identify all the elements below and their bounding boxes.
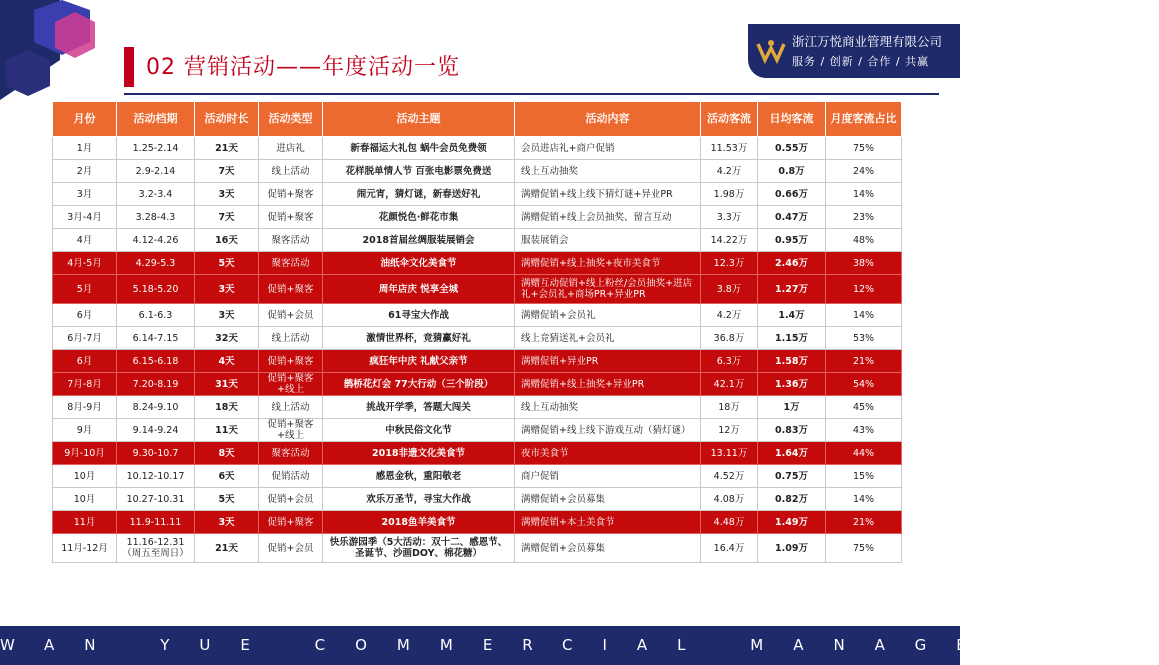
cell-period: 3.2-3.4 bbox=[117, 183, 195, 206]
cell-monthly-ratio: 38% bbox=[826, 252, 902, 275]
cell-period: 9.14-9.24 bbox=[117, 419, 195, 442]
cell-traffic: 14.22万 bbox=[701, 229, 758, 252]
cell-daily-traffic: 0.8万 bbox=[758, 160, 826, 183]
header-monthly-ratio: 月度客流占比 bbox=[826, 102, 902, 137]
cell-monthly-ratio: 45% bbox=[826, 396, 902, 419]
cell-month: 5月 bbox=[53, 275, 117, 304]
cell-daily-traffic: 1万 bbox=[758, 396, 826, 419]
cell-monthly-ratio: 14% bbox=[826, 304, 902, 327]
cell-content: 线上竞猜送礼+会员礼 bbox=[515, 327, 701, 350]
cell-monthly-ratio: 14% bbox=[826, 183, 902, 206]
cell-traffic: 4.52万 bbox=[701, 465, 758, 488]
company-logo-icon bbox=[756, 38, 786, 66]
cell-traffic: 4.48万 bbox=[701, 511, 758, 534]
cell-month: 3月-4月 bbox=[53, 206, 117, 229]
cell-monthly-ratio: 54% bbox=[826, 373, 902, 396]
cell-duration: 5天 bbox=[195, 252, 259, 275]
cell-month: 4月-5月 bbox=[53, 252, 117, 275]
cell-theme: 感恩金秋，重阳敬老 bbox=[323, 465, 515, 488]
cell-theme: 中秋民俗文化节 bbox=[323, 419, 515, 442]
cell-content: 满赠互动促销+线上粉丝/会员抽奖+进店礼+会员礼+商场PR+异业PR bbox=[515, 275, 701, 304]
cell-daily-traffic: 1.09万 bbox=[758, 534, 826, 563]
cell-duration: 21天 bbox=[195, 137, 259, 160]
cell-content: 满赠促销+本土美食节 bbox=[515, 511, 701, 534]
cell-traffic: 36.8万 bbox=[701, 327, 758, 350]
cell-month: 9月 bbox=[53, 419, 117, 442]
cell-daily-traffic: 1.49万 bbox=[758, 511, 826, 534]
cell-monthly-ratio: 24% bbox=[826, 160, 902, 183]
cell-daily-traffic: 0.82万 bbox=[758, 488, 826, 511]
cell-traffic: 3.3万 bbox=[701, 206, 758, 229]
cell-duration: 16天 bbox=[195, 229, 259, 252]
cell-traffic: 4.2万 bbox=[701, 304, 758, 327]
cell-traffic: 12.3万 bbox=[701, 252, 758, 275]
cell-duration: 32天 bbox=[195, 327, 259, 350]
cell-content: 满赠促销+线上线下游戏互动（猜灯谜） bbox=[515, 419, 701, 442]
cell-period: 4.29-5.3 bbox=[117, 252, 195, 275]
cell-month: 6月-7月 bbox=[53, 327, 117, 350]
cell-content: 满赠促销+会员募集 bbox=[515, 488, 701, 511]
cell-type: 聚客活动 bbox=[259, 229, 323, 252]
cell-duration: 31天 bbox=[195, 373, 259, 396]
cell-type: 线上活动 bbox=[259, 396, 323, 419]
cell-daily-traffic: 1.36万 bbox=[758, 373, 826, 396]
cell-content: 夜市美食节 bbox=[515, 442, 701, 465]
page-title: 02 营销活动——年度活动一览 bbox=[146, 55, 460, 80]
cell-type: 线上活动 bbox=[259, 327, 323, 350]
cell-traffic: 18万 bbox=[701, 396, 758, 419]
header-daily-traffic: 日均客流 bbox=[758, 102, 826, 137]
table-row bbox=[53, 396, 902, 419]
cell-period: 6.15-6.18 bbox=[117, 350, 195, 373]
cell-monthly-ratio: 21% bbox=[826, 350, 902, 373]
cell-period: 1.25-2.14 bbox=[117, 137, 195, 160]
cell-content: 满赠促销+会员募集 bbox=[515, 534, 701, 563]
cell-month: 3月 bbox=[53, 183, 117, 206]
table-row bbox=[53, 419, 902, 442]
header-traffic: 活动客流 bbox=[701, 102, 758, 137]
cell-daily-traffic: 1.4万 bbox=[758, 304, 826, 327]
cell-month: 8月-9月 bbox=[53, 396, 117, 419]
cell-monthly-ratio: 12% bbox=[826, 275, 902, 304]
table-row bbox=[53, 534, 902, 563]
header-duration: 活动时长 bbox=[195, 102, 259, 137]
table-header-row bbox=[53, 102, 902, 137]
table-row bbox=[53, 373, 902, 396]
footer-text: WAN YUE COMMERCIAL MANAGEMENT bbox=[0, 636, 1159, 654]
cell-month: 10月 bbox=[53, 488, 117, 511]
header-period: 活动档期 bbox=[117, 102, 195, 137]
cell-month: 6月 bbox=[53, 350, 117, 373]
cell-month: 4月 bbox=[53, 229, 117, 252]
cell-type: 促销+聚客+线上 bbox=[259, 373, 323, 396]
cell-period: 7.20-8.19 bbox=[117, 373, 195, 396]
table-row bbox=[53, 183, 902, 206]
cell-period: 5.18-5.20 bbox=[117, 275, 195, 304]
cell-theme: 快乐游园季（5大活动：双十二、感恩节、圣诞节、沙画DOY、棉花糖） bbox=[323, 534, 515, 563]
cell-daily-traffic: 0.75万 bbox=[758, 465, 826, 488]
cell-monthly-ratio: 15% bbox=[826, 465, 902, 488]
cell-daily-traffic: 1.27万 bbox=[758, 275, 826, 304]
cell-content: 满赠促销+异业PR bbox=[515, 350, 701, 373]
cell-content: 商户促销 bbox=[515, 465, 701, 488]
cell-daily-traffic: 1.64万 bbox=[758, 442, 826, 465]
cell-duration: 7天 bbox=[195, 160, 259, 183]
table-row bbox=[53, 275, 902, 304]
cell-type: 进店礼 bbox=[259, 137, 323, 160]
cell-daily-traffic: 0.55万 bbox=[758, 137, 826, 160]
cell-monthly-ratio: 75% bbox=[826, 137, 902, 160]
cell-theme: 61寻宝大作战 bbox=[323, 304, 515, 327]
cell-period: 8.24-9.10 bbox=[117, 396, 195, 419]
cell-period: 11.9-11.11 bbox=[117, 511, 195, 534]
corner-hexagon-decoration bbox=[0, 0, 130, 110]
cell-traffic: 42.1万 bbox=[701, 373, 758, 396]
cell-theme: 欢乐万圣节，寻宝大作战 bbox=[323, 488, 515, 511]
header-content: 活动内容 bbox=[515, 102, 701, 137]
header-theme: 活动主题 bbox=[323, 102, 515, 137]
cell-theme: 2018鱼羊美食节 bbox=[323, 511, 515, 534]
title-underline bbox=[124, 93, 939, 95]
cell-content: 线上互动抽奖 bbox=[515, 160, 701, 183]
cell-theme: 2018非遗文化美食节 bbox=[323, 442, 515, 465]
cell-content: 满赠促销+线上抽奖+异业PR bbox=[515, 373, 701, 396]
cell-monthly-ratio: 43% bbox=[826, 419, 902, 442]
cell-monthly-ratio: 14% bbox=[826, 488, 902, 511]
cell-theme: 闹元宵，猜灯谜，新春送好礼 bbox=[323, 183, 515, 206]
brand-badge bbox=[748, 24, 960, 78]
cell-type: 促销活动 bbox=[259, 465, 323, 488]
cell-duration: 3天 bbox=[195, 275, 259, 304]
table-row bbox=[53, 465, 902, 488]
cell-monthly-ratio: 44% bbox=[826, 442, 902, 465]
cell-type: 线上活动 bbox=[259, 160, 323, 183]
cell-content: 会员进店礼+商户促销 bbox=[515, 137, 701, 160]
cell-daily-traffic: 0.66万 bbox=[758, 183, 826, 206]
table-row bbox=[53, 252, 902, 275]
cell-type: 促销+聚客 bbox=[259, 350, 323, 373]
cell-duration: 3天 bbox=[195, 511, 259, 534]
cell-duration: 18天 bbox=[195, 396, 259, 419]
cell-monthly-ratio: 75% bbox=[826, 534, 902, 563]
table-row bbox=[53, 304, 902, 327]
cell-theme: 花颜悦色·鲜花市集 bbox=[323, 206, 515, 229]
cell-month: 10月 bbox=[53, 465, 117, 488]
cell-theme: 挑战开学季，答题大闯关 bbox=[323, 396, 515, 419]
cell-traffic: 16.4万 bbox=[701, 534, 758, 563]
cell-type: 促销+聚客 bbox=[259, 206, 323, 229]
header-month: 月份 bbox=[53, 102, 117, 137]
cell-month: 1月 bbox=[53, 137, 117, 160]
cell-content: 满赠促销+会员礼 bbox=[515, 304, 701, 327]
table-row bbox=[53, 229, 902, 252]
cell-month: 9月-10月 bbox=[53, 442, 117, 465]
cell-traffic: 3.8万 bbox=[701, 275, 758, 304]
cell-traffic: 6.3万 bbox=[701, 350, 758, 373]
cell-duration: 5天 bbox=[195, 488, 259, 511]
cell-monthly-ratio: 53% bbox=[826, 327, 902, 350]
cell-duration: 11天 bbox=[195, 419, 259, 442]
cell-content: 满赠促销+线上抽奖+夜市美食节 bbox=[515, 252, 701, 275]
cell-period: 10.12-10.17 bbox=[117, 465, 195, 488]
cell-monthly-ratio: 48% bbox=[826, 229, 902, 252]
cell-content: 服装展销会 bbox=[515, 229, 701, 252]
cell-period: 6.14-7.15 bbox=[117, 327, 195, 350]
cell-period: 3.28-4.3 bbox=[117, 206, 195, 229]
cell-month: 7月-8月 bbox=[53, 373, 117, 396]
cell-monthly-ratio: 23% bbox=[826, 206, 902, 229]
cell-daily-traffic: 0.83万 bbox=[758, 419, 826, 442]
cell-period: 11.16-12.31（周五至周日） bbox=[117, 534, 195, 563]
table-row bbox=[53, 206, 902, 229]
company-tagline: 服务 / 创新 / 合作 / 共赢 bbox=[792, 55, 930, 68]
cell-daily-traffic: 1.58万 bbox=[758, 350, 826, 373]
cell-period: 9.30-10.7 bbox=[117, 442, 195, 465]
cell-content: 满赠促销+线上线下猜灯谜+异业PR bbox=[515, 183, 701, 206]
cell-duration: 3天 bbox=[195, 183, 259, 206]
table-row bbox=[53, 511, 902, 534]
table-row bbox=[53, 137, 902, 160]
table-row bbox=[53, 488, 902, 511]
company-name: 浙江万悦商业管理有限公司 bbox=[792, 34, 943, 49]
cell-duration: 3天 bbox=[195, 304, 259, 327]
cell-month: 2月 bbox=[53, 160, 117, 183]
cell-duration: 6天 bbox=[195, 465, 259, 488]
cell-type: 促销+聚客 bbox=[259, 183, 323, 206]
cell-period: 2.9-2.14 bbox=[117, 160, 195, 183]
cell-theme: 新春福运大礼包 蜗牛会员免费领 bbox=[323, 137, 515, 160]
cell-traffic: 1.98万 bbox=[701, 183, 758, 206]
cell-month: 6月 bbox=[53, 304, 117, 327]
cell-period: 4.12-4.26 bbox=[117, 229, 195, 252]
footer-band bbox=[0, 626, 1159, 665]
cell-month: 11月 bbox=[53, 511, 117, 534]
header-type: 活动类型 bbox=[259, 102, 323, 137]
cell-theme: 油纸伞文化美食节 bbox=[323, 252, 515, 275]
cell-type: 促销+会员 bbox=[259, 488, 323, 511]
annual-activity-table bbox=[52, 101, 902, 563]
cell-theme: 花样脱单情人节 百张电影票免费送 bbox=[323, 160, 515, 183]
cell-period: 10.27-10.31 bbox=[117, 488, 195, 511]
cell-theme: 疯狂年中庆 礼献父亲节 bbox=[323, 350, 515, 373]
cell-daily-traffic: 0.47万 bbox=[758, 206, 826, 229]
cell-type: 促销+会员 bbox=[259, 304, 323, 327]
cell-duration: 7天 bbox=[195, 206, 259, 229]
cell-type: 促销+聚客 bbox=[259, 275, 323, 304]
cell-theme: 鹊桥花灯会 77大行动（三个阶段） bbox=[323, 373, 515, 396]
cell-type: 促销+聚客 bbox=[259, 511, 323, 534]
cell-duration: 21天 bbox=[195, 534, 259, 563]
cell-daily-traffic: 2.46万 bbox=[758, 252, 826, 275]
cell-content: 满赠促销+线上会员抽奖、留言互动 bbox=[515, 206, 701, 229]
cell-daily-traffic: 0.95万 bbox=[758, 229, 826, 252]
cell-traffic: 12万 bbox=[701, 419, 758, 442]
table-row bbox=[53, 350, 902, 373]
table-row bbox=[53, 442, 902, 465]
cell-traffic: 4.08万 bbox=[701, 488, 758, 511]
cell-traffic: 13.11万 bbox=[701, 442, 758, 465]
cell-month: 11月-12月 bbox=[53, 534, 117, 563]
title-accent-bar bbox=[124, 47, 134, 87]
cell-daily-traffic: 1.15万 bbox=[758, 327, 826, 350]
cell-content: 线上互动抽奖 bbox=[515, 396, 701, 419]
cell-type: 促销+会员 bbox=[259, 534, 323, 563]
cell-type: 聚客活动 bbox=[259, 252, 323, 275]
cell-traffic: 11.53万 bbox=[701, 137, 758, 160]
cell-period: 6.1-6.3 bbox=[117, 304, 195, 327]
cell-type: 促销+聚客+线上 bbox=[259, 419, 323, 442]
cell-theme: 周年店庆 悦享全城 bbox=[323, 275, 515, 304]
cell-type: 聚客活动 bbox=[259, 442, 323, 465]
cell-traffic: 4.2万 bbox=[701, 160, 758, 183]
table-row bbox=[53, 160, 902, 183]
cell-duration: 4天 bbox=[195, 350, 259, 373]
cell-monthly-ratio: 21% bbox=[826, 511, 902, 534]
cell-theme: 激情世界杯，竞猜赢好礼 bbox=[323, 327, 515, 350]
table-row bbox=[53, 327, 902, 350]
cell-theme: 2018首届丝绸服装展销会 bbox=[323, 229, 515, 252]
cell-duration: 8天 bbox=[195, 442, 259, 465]
